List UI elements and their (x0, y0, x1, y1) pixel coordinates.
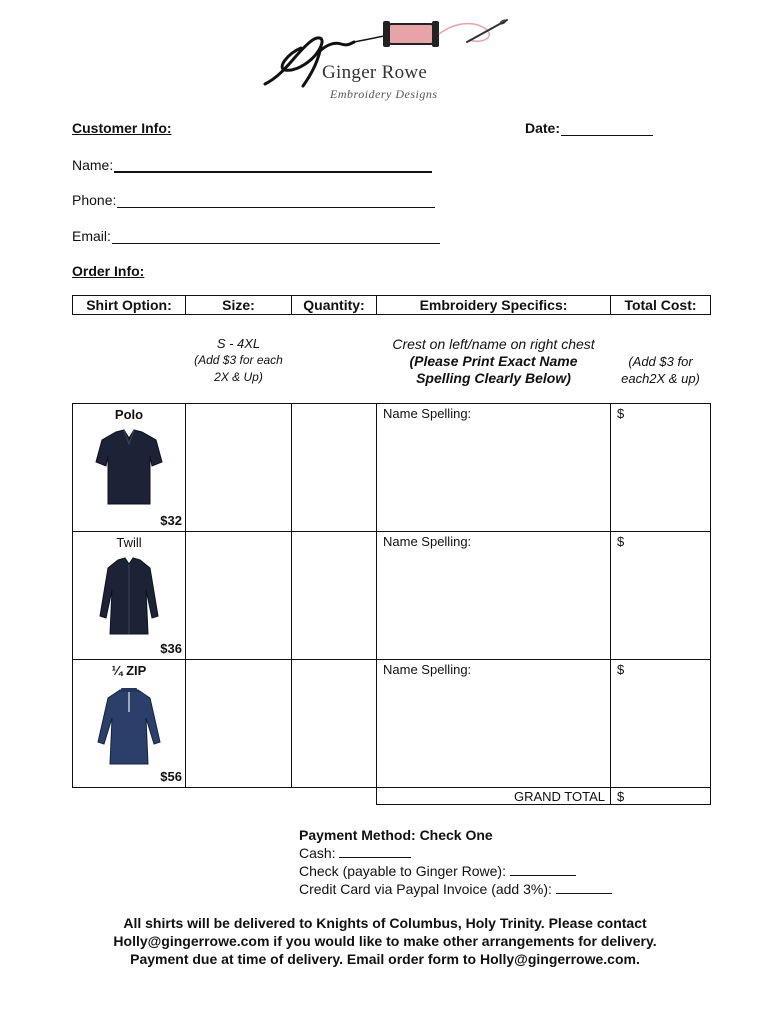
total-cost-cell-twill[interactable] (611, 532, 711, 660)
table-row (73, 660, 711, 788)
payment-credit-option[interactable] (299, 880, 612, 898)
name-field[interactable] (72, 157, 432, 173)
delivery-line-3: Payment due at time of delivery. Email order form to Holly@gingerrowe.com. (130, 951, 640, 967)
header-embroidery: Embroidery Specifics: (377, 296, 611, 315)
size-extra: (Add $3 for each 2X & Up) (194, 353, 283, 384)
delivery-line-2: Holly@gingerrowe.com if you would like to make other arrangements for delivery. (113, 933, 657, 949)
embroidery-instructions: (Please Print Exact Name Spelling Clearly Below) (409, 353, 578, 386)
table-row (73, 532, 711, 660)
total-cost-cell-polo[interactable] (611, 404, 711, 532)
size-cell-polo[interactable] (186, 404, 292, 532)
check-check-line[interactable] (510, 875, 576, 876)
header-total-cost: Total Cost: (611, 296, 711, 315)
cost-value: $ (617, 534, 625, 549)
cost-value: $ (617, 406, 625, 421)
email-input-line[interactable] (112, 229, 440, 244)
polo-shirt-icon (94, 428, 164, 508)
total-cost-cell-quarter-zip[interactable] (611, 660, 711, 788)
shirt-name-polo: Polo (114, 407, 144, 422)
name-spelling-label: Name Spelling: (383, 534, 472, 549)
cash-label: Cash: (299, 845, 336, 861)
date-label: Date: (525, 120, 561, 136)
header-size: Size: (186, 296, 292, 315)
grand-total-value: $ (617, 788, 625, 804)
name-input-line[interactable] (114, 157, 432, 173)
name-spelling-label: Name Spelling: (383, 662, 472, 677)
shirt-name-twill: Twill (116, 535, 142, 550)
name-spelling-label: Name Spelling: (383, 406, 472, 421)
size-range: S - 4XL (216, 336, 261, 351)
header-quantity: Quantity: (292, 296, 377, 315)
payment-check-option[interactable] (299, 862, 612, 880)
brand-tagline: Embroidery Designs (330, 87, 438, 101)
order-table (72, 295, 711, 805)
notes-row (73, 315, 711, 404)
cost-note: (Add $3 for each2X & up) (621, 354, 700, 386)
payment-section (299, 826, 612, 898)
order-info-title: Order Info: (72, 263, 145, 279)
shirt-name-quarter-zip: ¼ ZIP (111, 663, 147, 678)
quantity-cell-twill[interactable] (292, 532, 377, 660)
credit-label: Credit Card via Paypal Invoice (add 3%): (299, 881, 552, 897)
quantity-cell-quarter-zip[interactable] (292, 660, 377, 788)
quarter-zip-shirt-icon (94, 686, 164, 768)
brand-name: Ginger Rowe (322, 62, 428, 83)
size-cell-quarter-zip[interactable] (186, 660, 292, 788)
phone-label: Phone: (72, 192, 117, 208)
name-spelling-cell-quarter-zip[interactable] (377, 660, 611, 788)
date-input-line[interactable] (561, 121, 653, 136)
date-field[interactable] (525, 120, 653, 136)
name-spelling-cell-twill[interactable] (377, 532, 611, 660)
grand-total-row (73, 788, 711, 805)
embroidery-line: Crest on left/name on right chest (392, 336, 595, 352)
delivery-notice (40, 914, 730, 968)
grand-total-cell[interactable] (611, 788, 711, 805)
table-row (73, 404, 711, 532)
delivery-line-1: All shirts will be delivered to Knights of Columbus, Holy Trinity. Please contact (123, 915, 647, 931)
name-label: Name: (72, 157, 114, 173)
cash-check-line[interactable] (339, 857, 411, 858)
phone-field[interactable] (72, 192, 435, 208)
phone-input-line[interactable] (117, 193, 435, 208)
check-label: Check (payable to Ginger Rowe): (299, 863, 506, 879)
payment-cash-option[interactable] (299, 844, 612, 862)
cost-value: $ (617, 662, 625, 677)
email-label: Email: (72, 228, 111, 244)
quantity-cell-polo[interactable] (292, 404, 377, 532)
price-polo: $32 (160, 513, 182, 528)
twill-shirt-icon (94, 556, 164, 638)
email-field[interactable] (72, 228, 440, 244)
grand-total-label: GRAND TOTAL (377, 788, 611, 805)
table-header-row (73, 296, 711, 315)
name-spelling-cell-polo[interactable] (377, 404, 611, 532)
price-twill: $36 (160, 641, 182, 656)
customer-info-title: Customer Info: (72, 120, 172, 136)
embroidery-note (377, 336, 611, 387)
price-quarter-zip: $56 (160, 769, 182, 784)
thread-spool (389, 24, 433, 44)
size-note (186, 335, 292, 386)
payment-title: Payment Method: Check One (299, 827, 493, 843)
credit-check-line[interactable] (556, 893, 612, 894)
size-cell-twill[interactable] (186, 532, 292, 660)
header-shirt-option: Shirt Option: (73, 296, 186, 315)
